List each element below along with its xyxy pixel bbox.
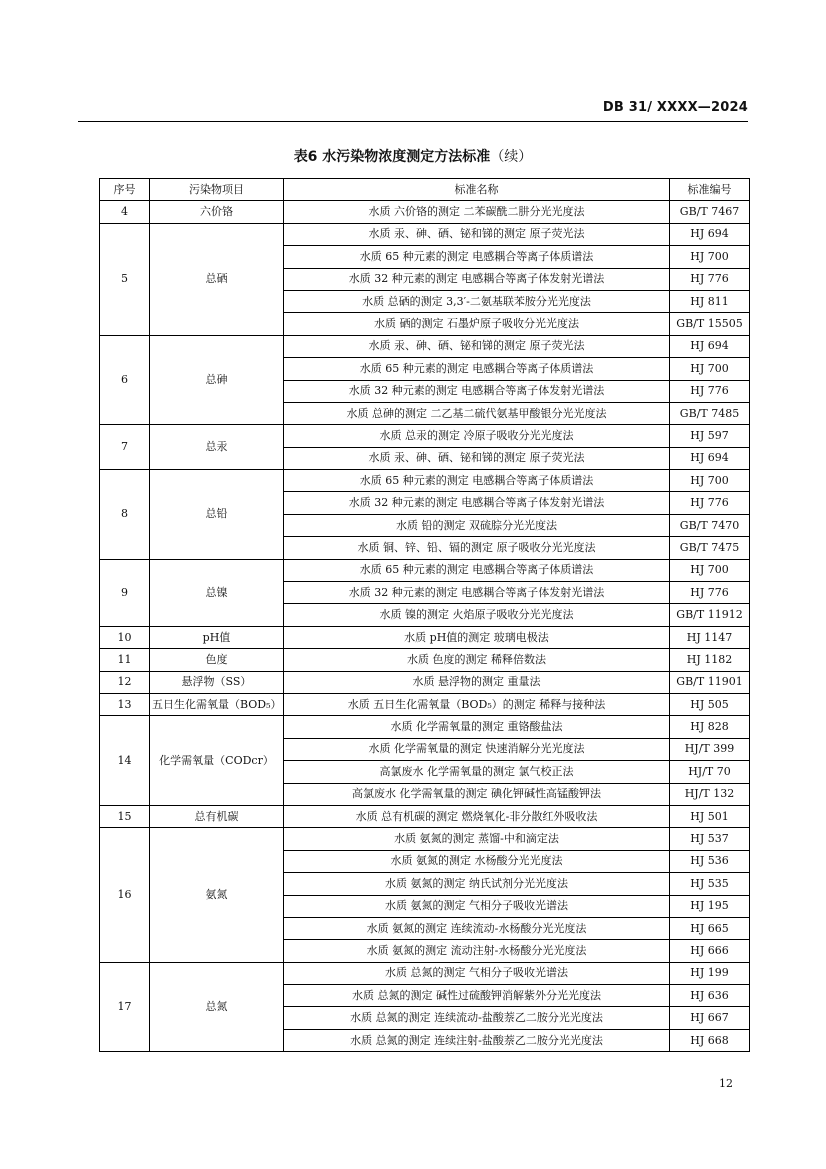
column-header-code: 标准编号 [670,179,750,201]
standard-name-cell: 水质 32 种元素的测定 电感耦合等离子体发射光谱法 [284,268,670,290]
standard-name-cell: 水质 总氮的测定 连续注射-盐酸萘乙二胺分光光度法 [284,1029,670,1051]
pollutant-item-cell: 悬浮物（SS） [150,671,284,693]
header-rule [78,121,748,122]
page-number: 12 [719,1077,733,1090]
standard-code-cell: GB/T 7467 [670,201,750,223]
standard-code-cell: HJ 536 [670,850,750,872]
standard-name-cell: 水质 氨氮的测定 流动注射-水杨酸分光光度法 [284,940,670,962]
table-row [100,828,750,850]
standard-name-cell: 水质 铜、锌、铅、镉的测定 原子吸收分光光度法 [284,537,670,559]
pollutant-item-cell: 六价铬 [150,201,284,223]
standard-name-cell: 高氯废水 化学需氧量的测定 碘化钾碱性高锰酸钾法 [284,783,670,805]
standard-name-cell: 水质 色度的测定 稀释倍数法 [284,649,670,671]
pollutant-item-cell: 总氮 [150,962,284,1052]
table-header-row [100,179,750,201]
standard-name-cell: 水质 氨氮的测定 蒸馏-中和滴定法 [284,828,670,850]
standard-code-cell: HJ 776 [670,380,750,402]
table-row [100,716,750,738]
table-body [100,201,750,1052]
standard-name-cell: 水质 氨氮的测定 气相分子吸收光谱法 [284,895,670,917]
standard-name-cell: 水质 32 种元素的测定 电感耦合等离子体发射光谱法 [284,582,670,604]
table-row [100,425,750,447]
pollutant-item-cell: 总铅 [150,470,284,560]
standards-table [99,178,750,1052]
standard-name-cell: 水质 汞、砷、硒、铋和锑的测定 原子荧光法 [284,223,670,245]
standard-code-cell: HJ 700 [670,358,750,380]
standard-name-cell: 水质 总硒的测定 3,3′-二氨基联苯胺分光光度法 [284,290,670,312]
table-row [100,470,750,492]
row-seq-cell: 4 [100,201,150,223]
standard-name-cell: 水质 65 种元素的测定 电感耦合等离子体质谱法 [284,358,670,380]
standard-code-cell: HJ 700 [670,246,750,268]
standard-name-cell: 水质 65 种元素的测定 电感耦合等离子体质谱法 [284,470,670,492]
table-row [100,693,750,715]
standard-name-cell: 水质 总氮的测定 气相分子吸收光谱法 [284,962,670,984]
column-header-item: 污染物项目 [150,179,284,201]
standard-name-cell: 水质 氨氮的测定 水杨酸分光光度法 [284,850,670,872]
row-seq-cell: 15 [100,805,150,827]
row-seq-cell: 7 [100,425,150,470]
table-row [100,962,750,984]
row-seq-cell: 5 [100,223,150,335]
row-seq-cell: 14 [100,716,150,806]
standard-code-cell: HJ 776 [670,492,750,514]
table-row [100,201,750,223]
standard-name-cell: 水质 pH值的测定 玻璃电极法 [284,626,670,648]
table-title-continued: （续） [490,149,533,165]
standard-code-cell: HJ 665 [670,917,750,939]
pollutant-item-cell: pH值 [150,626,284,648]
standard-code-cell: HJ 537 [670,828,750,850]
standard-code-cell: GB/T 11912 [670,604,750,626]
row-seq-cell: 8 [100,470,150,560]
table-row [100,626,750,648]
pollutant-item-cell: 色度 [150,649,284,671]
standard-code-cell: HJ 636 [670,985,750,1007]
standard-code-cell: HJ/T 399 [670,738,750,760]
standard-name-cell: 水质 五日生化需氧量（BOD₅）的测定 稀释与接种法 [284,693,670,715]
standard-code-cell: HJ 776 [670,268,750,290]
standard-name-cell: 水质 汞、砷、硒、铋和锑的测定 原子荧光法 [284,335,670,357]
pollutant-item-cell: 五日生化需氧量（BOD₅） [150,693,284,715]
column-header-name: 标准名称 [284,179,670,201]
standard-code-cell: HJ/T 70 [670,761,750,783]
standard-name-cell: 水质 总汞的测定 冷原子吸收分光光度法 [284,425,670,447]
standard-code-cell: HJ 811 [670,290,750,312]
standard-name-cell: 水质 总氮的测定 碱性过硫酸钾消解紫外分光光度法 [284,985,670,1007]
standard-name-cell: 水质 硒的测定 石墨炉原子吸收分光光度法 [284,313,670,335]
standard-name-cell: 水质 总砷的测定 二乙基二硫代氨基甲酸银分光光度法 [284,402,670,424]
standard-code-cell: HJ 1147 [670,626,750,648]
table-row [100,223,750,245]
table-row [100,671,750,693]
table-row [100,559,750,581]
standard-code-cell: GB/T 7470 [670,514,750,536]
standard-code-cell: GB/T 11901 [670,671,750,693]
standard-code-cell: HJ 700 [670,559,750,581]
row-seq-cell: 11 [100,649,150,671]
standard-code-cell: HJ 505 [670,693,750,715]
standard-code-cell: HJ 668 [670,1029,750,1051]
table-row [100,805,750,827]
pollutant-item-cell: 氨氮 [150,828,284,962]
pollutant-item-cell: 总镍 [150,559,284,626]
standard-name-cell: 水质 汞、砷、硒、铋和锑的测定 原子荧光法 [284,447,670,469]
standard-code-cell: GB/T 7475 [670,537,750,559]
standard-code-cell: HJ 501 [670,805,750,827]
standard-name-cell: 水质 氨氮的测定 连续流动-水杨酸分光光度法 [284,917,670,939]
pollutant-item-cell: 总汞 [150,425,284,470]
standard-name-cell: 水质 镍的测定 火焰原子吸收分光光度法 [284,604,670,626]
standard-code-cell: HJ 1182 [670,649,750,671]
standard-code-cell: HJ 597 [670,425,750,447]
standard-name-cell: 水质 铅的测定 双硫腙分光光度法 [284,514,670,536]
standard-code-cell: HJ 199 [670,962,750,984]
table-title [0,146,826,166]
standard-code-cell: HJ 535 [670,873,750,895]
standard-code-cell: HJ 195 [670,895,750,917]
row-seq-cell: 16 [100,828,150,962]
standard-name-cell: 水质 65 种元素的测定 电感耦合等离子体质谱法 [284,559,670,581]
row-seq-cell: 12 [100,671,150,693]
standard-name-cell: 水质 65 种元素的测定 电感耦合等离子体质谱法 [284,246,670,268]
column-header-seq: 序号 [100,179,150,201]
standard-name-cell: 水质 总有机碳的测定 燃烧氧化-非分散红外吸收法 [284,805,670,827]
row-seq-cell: 9 [100,559,150,626]
row-seq-cell: 6 [100,335,150,425]
standard-code-cell: HJ 694 [670,447,750,469]
pollutant-item-cell: 总有机碳 [150,805,284,827]
table-row [100,335,750,357]
pollutant-item-cell: 化学需氧量（CODcr） [150,716,284,806]
standard-code-cell: HJ 694 [670,335,750,357]
standard-name-cell: 高氯废水 化学需氧量的测定 氯气校正法 [284,761,670,783]
standard-code-cell: HJ 666 [670,940,750,962]
standard-name-cell: 水质 总氮的测定 连续流动-盐酸萘乙二胺分光光度法 [284,1007,670,1029]
standard-name-cell: 水质 悬浮物的测定 重量法 [284,671,670,693]
standard-code-cell: HJ 667 [670,1007,750,1029]
pollutant-item-cell: 总硒 [150,223,284,335]
standard-code-cell: HJ 700 [670,470,750,492]
standard-name-cell: 水质 32 种元素的测定 电感耦合等离子体发射光谱法 [284,380,670,402]
standard-name-cell: 水质 六价铬的测定 二苯碳酰二肼分光光度法 [284,201,670,223]
row-seq-cell: 17 [100,962,150,1052]
standard-name-cell: 水质 化学需氧量的测定 快速消解分光光度法 [284,738,670,760]
document-code: DB 31/ XXXX—2024 [602,100,748,115]
row-seq-cell: 13 [100,693,150,715]
standard-name-cell: 水质 氨氮的测定 纳氏试剂分光光度法 [284,873,670,895]
pollutant-item-cell: 总砷 [150,335,284,425]
standard-code-cell: HJ 694 [670,223,750,245]
standard-name-cell: 水质 化学需氧量的测定 重铬酸盐法 [284,716,670,738]
standard-name-cell: 水质 32 种元素的测定 电感耦合等离子体发射光谱法 [284,492,670,514]
standard-code-cell: GB/T 15505 [670,313,750,335]
standard-code-cell: GB/T 7485 [670,402,750,424]
row-seq-cell: 10 [100,626,150,648]
table-row [100,649,750,671]
standard-code-cell: HJ/T 132 [670,783,750,805]
table-title-main: 表6 水污染物浓度测定方法标准 [293,149,491,165]
standard-code-cell: HJ 776 [670,582,750,604]
standard-code-cell: HJ 828 [670,716,750,738]
